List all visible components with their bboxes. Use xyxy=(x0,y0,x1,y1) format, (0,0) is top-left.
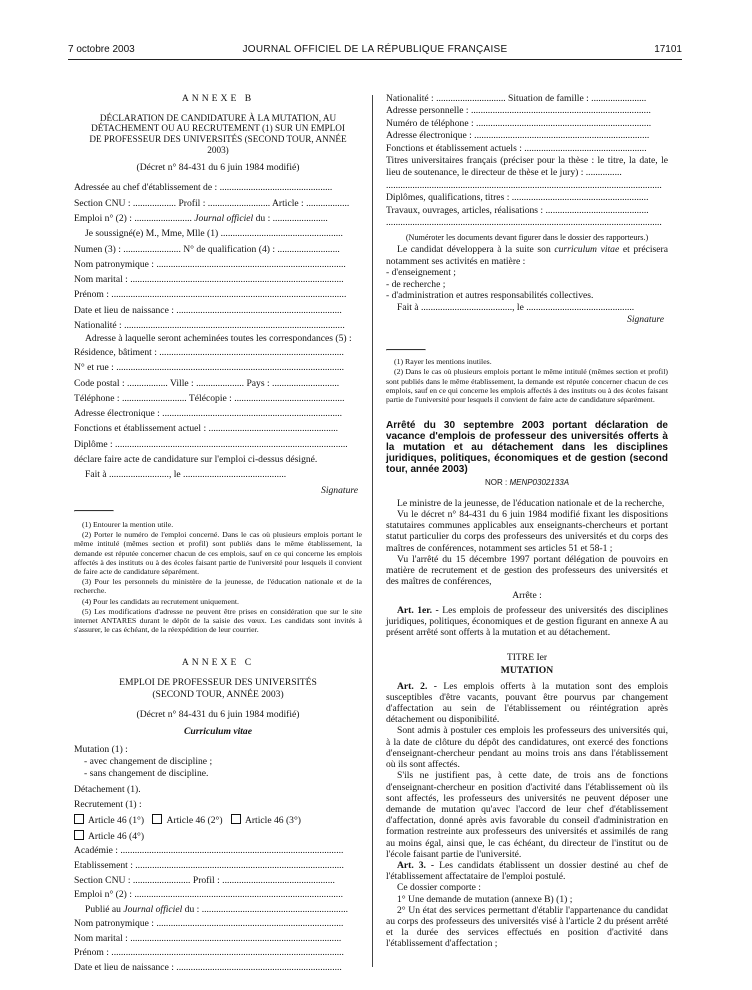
form-line: Nom patronymique : .............................................................................. xyxy=(74,918,344,930)
header-page-number: 17101 xyxy=(654,44,682,55)
header-rule xyxy=(68,59,682,60)
article-checkbox[interactable] xyxy=(74,814,84,824)
annexe-c-form xyxy=(74,844,362,975)
article-option: Article 46 (4°) xyxy=(88,831,145,843)
header-date: 7 octobre 2003 xyxy=(68,44,135,55)
article-2-para: S'ils ne justifient pas, à cette date, de trois ans de fonctions d'enseignant-chercheur en position d'activité dans l'établissement où ils sont affectés, les professeurs des universités ne peuvent déposer une demande de mutation qu'avec l'accord de leur chef d'établissement d'affectation, donné après avis favorable du conseil d'administration en formation restreinte aux professeurs des universités et assimilés de rang au moins égal, ainsi que, le cas échéant, du directeur de l'institut ou de l'école faisant partie de l'université. xyxy=(386,770,668,860)
form-line: Section CNU : .................. Profil : .......................... Article : .................. xyxy=(74,197,350,209)
article-option: Article 46 (1°) xyxy=(88,815,145,827)
article-option: Article 46 (3°) xyxy=(244,815,301,827)
article-checkbox[interactable] xyxy=(74,830,84,840)
form-line: Emploi n° (2) : ........................ Journal officiel du : ....................... xyxy=(74,212,328,224)
footnote: (2) Porter le numéro de l'emploi concerné. Dans le cas où plusieurs emplois portant le même intitulé (mêmes section et profil) sont publiés dans le même établissement, la demande est réputée concerner chacun de ces emplois, sauf en ce qui concerne les emplois affectés à des instituts ou à des écoles faisant partie de l'université pour lesquels il convient de faire acte de candidature séparément. xyxy=(74,530,362,576)
arrete-label: Arrête : xyxy=(512,590,542,602)
detachement-label: Détachement (1). xyxy=(74,784,141,796)
mutation-option: - avec changement de discipline ; xyxy=(84,756,213,768)
header-title: JOURNAL OFFICIEL DE LA RÉPUBLIQUE FRANÇAISE xyxy=(242,44,508,55)
mutation-label: Mutation (1) : xyxy=(74,744,128,756)
form-line: Fait à ........................., le ........................................... xyxy=(85,469,287,481)
footnote-separator xyxy=(74,510,114,512)
form-line: Adresse électronique : ......................................................................... xyxy=(386,130,650,142)
footnote: (3) Pour les personnels du ministère de la jeunesse, de l'éducation nationale et de la recherche. xyxy=(74,577,362,596)
form-line: Diplômes, qualifications, titres : ......................................................... xyxy=(386,192,649,204)
annexe-c-decret: (Décret n° 84-431 du 6 juin 1984 modifié) xyxy=(136,709,300,721)
form-line: déclare faire acte de candidature sur l'emploi ci-dessus désigné. xyxy=(74,454,318,466)
page-header xyxy=(68,44,682,58)
nor-reference xyxy=(386,477,668,489)
form-line: ................................................................................................................... xyxy=(386,179,662,191)
form-line: Code postal : ................. Ville : .................... Pays : ............................ xyxy=(74,377,340,389)
footnote: (5) Les modifications d'adresse ne peuvent être prises en considération que sur le site internet ANTARES durant le dépôt de la saisie des vœux. Les candidats sont invités à s'assurer, le cas échéant, de la réexpédition de leur courrier. xyxy=(74,606,362,635)
form-line: Prénom : ................................................................................................. xyxy=(74,947,344,959)
arrete-para: Vu l'arrêté du 15 décembre 1997 portant délégation de pouvoirs en matière de recrutement et de gestion des professeurs des universités et des maîtres de conférences, xyxy=(386,553,668,588)
numbering-note: (Numéroter les documents devant figurer dans le dossier des rapporteurs.) xyxy=(405,233,649,243)
form-line: Nationalité : ............................................................................................ xyxy=(74,320,345,332)
footnote: (4) Pour les candidats au recrutement uniquement. xyxy=(82,596,239,606)
form-line: Travaux, ouvrages, articles, réalisations : ........................................... xyxy=(386,204,649,216)
cv-item: - d'administration et autres responsabilités collectives. xyxy=(386,290,594,302)
form-line: Diplôme : ................................................................................................. xyxy=(74,438,348,450)
signature-label: Signature xyxy=(627,313,664,325)
footnote: (1) Entourer la mention utile. xyxy=(82,519,174,529)
form-line: Date et lieu de naissance : ..................................................................... xyxy=(74,962,342,974)
footnote: (1) Rayer les mentions inutiles. xyxy=(394,357,492,367)
form-line: Publié au Journal officiel du : ............................................................. xyxy=(85,903,349,915)
form-line: Adresse à laquelle seront acheminées toutes les correspondances (5) : xyxy=(85,333,352,345)
article-2 xyxy=(386,681,668,726)
cv-form xyxy=(386,93,668,229)
article-3-item: 1° Une demande de mutation (annexe B) (1) ; xyxy=(397,893,573,905)
form-line: Adresse personnelle : ........................................................................... xyxy=(386,105,651,117)
form-line: Emploi n° (2) : ....................................................................................... xyxy=(74,889,343,901)
article-3-text: Les candidats établissent un dossier destiné au chef de l'établissement affectataire de l'emploi postulé. xyxy=(386,859,668,883)
arrete-title: Arrêté du 30 septembre 2003 portant déclaration de vacance d'emplois de professeur des universités offerts à la mutation et au détachement dans les disciplines juridiques, politiques, économiques et de gestion (second tour, année 2003) xyxy=(386,420,668,476)
mutation-option: - sans changement de discipline. xyxy=(84,768,209,780)
cv-item: - de recherche ; xyxy=(386,278,446,290)
form-line: Etablissement : ....................................................................................... xyxy=(74,859,344,871)
article-3-para: Ce dossier comporte : xyxy=(397,882,481,894)
article-1 xyxy=(386,605,668,639)
titre-heading: TITRE Ier xyxy=(506,652,548,664)
form-line: Titres universitaires français (préciser pour la thèse : le titre, la date, le lieu de soutenance, le directeur de thèse et le jury) : ............... xyxy=(386,155,668,179)
cv-intro: Le candidat développera à la suite son curriculum vitae et précisera notamment ses activités en matière : xyxy=(386,244,668,267)
article-checkbox[interactable] xyxy=(231,814,241,824)
form-line: Nom marital : ........................................................................................ xyxy=(74,932,342,944)
form-line: Téléphone : ........................... Télécopie : .............................................. xyxy=(74,392,345,404)
article-3-label: Art. 3. - xyxy=(397,859,435,871)
annexe-c-heading: ANNEXE C xyxy=(181,657,255,669)
footnote-separator xyxy=(386,349,426,351)
fait-line: Fait à ......................................, le ............................................. xyxy=(397,302,635,314)
article-1-label: Art. 1er. - xyxy=(397,604,439,616)
form-line: Fonctions et établissement actuels : ................................................... xyxy=(386,142,647,154)
form-line: Adresse électronique : ........................................................................... xyxy=(74,408,343,420)
cv-footnotes xyxy=(386,357,668,404)
article-3 xyxy=(386,860,668,882)
annexe-b-heading: ANNEXE B xyxy=(181,93,255,104)
form-line: Section CNU : ........................ Profil : ............................................... xyxy=(74,874,335,886)
annexe-b-form xyxy=(74,180,362,498)
article-1-text: Les emplois de professeur des universités des disciplines juridiques, politiques, économiques et de gestion figurant en annexe A au présent arrêté sont offerts à la mutation et au détachement. xyxy=(386,604,668,639)
form-line: Fonctions et établissement actuel : ...................................................... xyxy=(74,423,339,435)
form-line: Numéro de téléphone : ......................................................................... xyxy=(386,117,652,129)
form-line: Résidence, bâtiment : ............................................................................. xyxy=(74,346,344,358)
footnote: (2) Dans le cas où plusieurs emplois portant le même intitulé (mêmes section et profil) sont publiés dans le même établissement, la demande est réputée concerner chacun de ces emplois, sauf en ce qui concerne les emplois affectés à des instituts ou à des écoles faisant partie de l'université pour lesquels il convient de faire acte de candidature séparément. xyxy=(386,367,668,405)
annexe-c-title: EMPLOI DE PROFESSEUR DES UNIVERSITÉS (SECOND TOUR, ANNÉE 2003) xyxy=(119,676,317,700)
article-3-item: 2° Un état des services permettant d'établir l'appartenance du candidat au corps des professeurs des universités visé à l'article 2 du présent arrêté et la durée des services effectués en position d'activité dans l'établissement d'affectation ; xyxy=(386,904,668,950)
article-checkbox[interactable] xyxy=(152,814,162,824)
titre-name: MUTATION xyxy=(500,665,554,677)
form-line: Je soussigné(e) M., Mme, Mlle (1) ................................................... xyxy=(85,228,343,240)
form-line: Numen (3) : ........................ N° de qualification (4) : .......................... xyxy=(74,243,340,255)
article-2-para: Sont admis à postuler ces emplois les professeurs des universités qui, à la date de clôture du dépôt des candidatures, ont exercé des fonctions d'enseignant-chercheur pendant au moins trois ans dans l'établissement où ils sont affectés. xyxy=(386,725,668,771)
form-line: Nom patronymique : ............................................................................... xyxy=(74,258,346,270)
cv-item: - d'enseignement ; xyxy=(386,267,456,279)
form-line: Nom marital : ......................................................................................... xyxy=(74,274,344,286)
article-2-label: Art. 2. - xyxy=(397,680,437,692)
right-column xyxy=(386,93,668,950)
nor-code: MENP0302133A xyxy=(509,478,570,488)
left-column xyxy=(74,93,362,976)
recrutement-label: Recrutement (1) : xyxy=(74,799,142,811)
column-divider xyxy=(372,95,373,967)
form-line: N° et rue : ............................................................................................... xyxy=(74,362,345,374)
form-line: Prénom : .................................................................................................. xyxy=(74,289,347,301)
form-line: Date et lieu de naissance : ..................................................................... xyxy=(74,304,342,316)
arrete-para: Vu le décret n° 84-431 du 6 juin 1984 modifié fixant les dispositions statutaires communes applicables aux enseignants-chercheurs et portant statut particulier du corps des professeurs des universités et du corps des maîtres de conférences, notamment ses articles 51 et 58-1 ; xyxy=(386,509,668,554)
annexe-b-title: DÉCLARATION DE CANDIDATURE À LA MUTATION, AU DÉTACHEMENT OU AU RECRUTEMENT (1) SUR UN EMPLOI DE PROFESSEUR DES UNIVERSITÉS (SECOND TOUR, ANNÉE 2003) xyxy=(89,112,347,155)
form-line: Académie : ............................................................................................. xyxy=(74,845,344,857)
form-line: Adressée au chef d'établissement de : ............................................... xyxy=(74,182,333,194)
nor-label: NOR : xyxy=(484,478,508,488)
annexe-b-decret: (Décret n° 84-431 du 6 juin 1984 modifié) xyxy=(136,161,300,173)
article-option: Article 46 (2°) xyxy=(166,815,223,827)
annexe-c-subtitle: Curriculum vitae xyxy=(184,725,252,737)
form-line: Nationalité : ............................. Situation de famille : ....................... xyxy=(386,93,647,104)
form-line: ................................................................................................................... xyxy=(386,217,662,229)
arrete-para: Le ministre de la jeunesse, de l'éducation nationale et de la recherche, xyxy=(397,497,665,509)
signature-label: Signature xyxy=(321,484,358,496)
annexe-b-footnotes xyxy=(74,520,362,634)
article-2-text: Les emplois offerts à la mutation sont des emplois susceptibles d'être vacants, pouvant être pourvus par changement d'affectation au sein de l'établissement ou réintégration après détachement ou disponibilité. xyxy=(386,680,668,726)
